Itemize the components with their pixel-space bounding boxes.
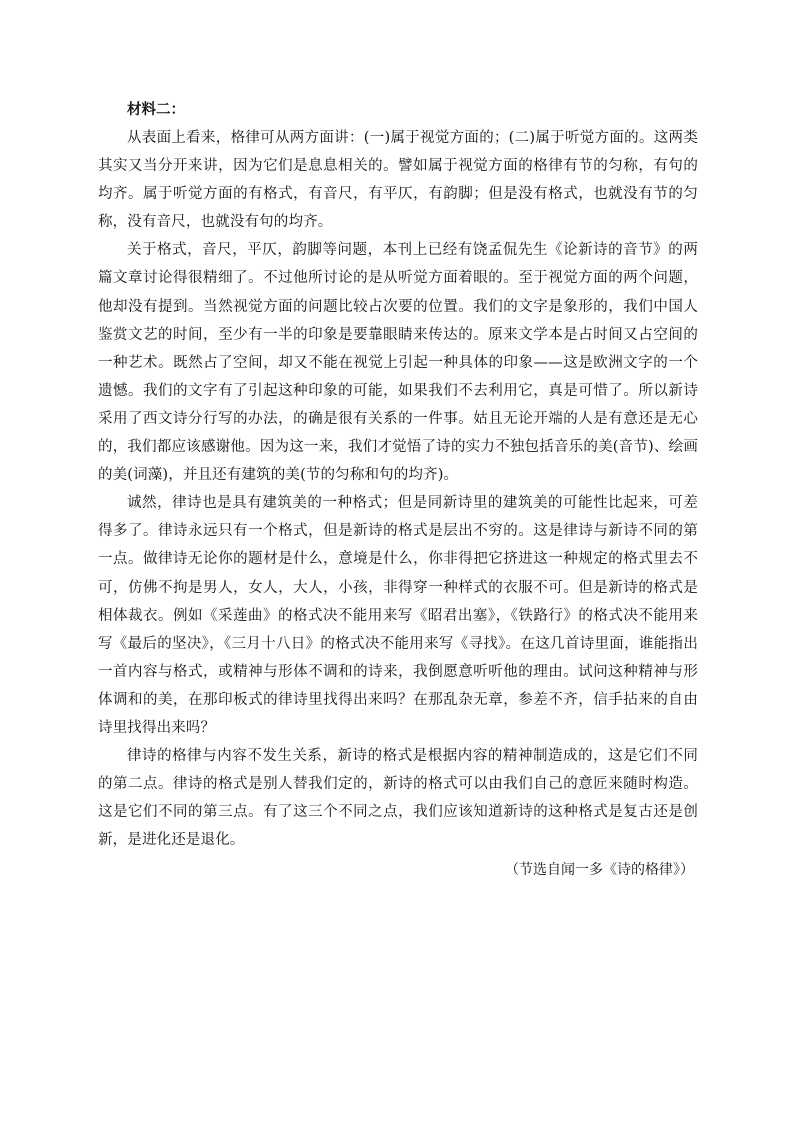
document-page xyxy=(98,96,698,884)
paragraph-4: 律诗的格律与内容不发生关系，新诗的格式是根据内容的精神制造成的，这是它们不同的第二点。律诗的格式是别人替我们定的，新诗的格式可以由我们自己的意匠来随时构造。这是它们不同的第三点。有了这三个不同之点，我们应该知道新诗的这种格式是复古还是创新，是进化还是退化。 xyxy=(98,748,698,849)
paragraph-2: 关于格式，音尺，平仄，韵脚等问题，本刊上已经有饶孟侃先生《论新诗的音节》的两篇文章讨论得很精细了。不过他所讨论的是从听觉方面着眼的。至于视觉方面的两个问题，他却没有提到。当然视觉方面的问题比较占次要的位置。我们的文字是象形的，我们中国人鉴赏文艺的时间，至少有一半的印象是要靠眼睛来传达的。原来文学本是占时间又占空间的一种艺术。既然占了空间，却又不能在视觉上引起一种具体的印象——这是欧洲文字的一个遗憾。我们的文字有了引起这种印象的可能，如果我们不去利用它，真是可惜了。所以新诗采用了西文诗分行写的办法，的确是很有关系的一件事。姑且无论开端的人是有意还是无心的，我们都应该感谢他。因为这一来，我们才觉悟了诗的实力不独包括音乐的美(音节)、绘画的美(词藻)，并且还有建筑的美(节的匀称和句的均齐)。 xyxy=(98,242,698,484)
section-heading: 材料二： xyxy=(127,102,185,118)
paragraph-1: 从表面上看来，格律可从两方面讲：(一)属于视觉方面的；(二)属于听觉方面的。这两类其实又当分开来讲，因为它们是息息相关的。譬如属于视觉方面的格律有节的匀称，有句的均齐。属于听觉方面的有格式，有音尺，有平仄，有韵脚；但是没有格式，也就没有节的匀称，没有音尺，也就没有句的均齐。 xyxy=(98,130,698,231)
source-citation: （节选自闻一多《诗的格律》） xyxy=(505,862,694,879)
paragraph-3: 诚然，律诗也是具有建筑美的一种格式；但是同新诗里的建筑美的可能性比起来，可差得多了。律诗永远只有一个格式，但是新诗的格式是层出不穷的。这是律诗与新诗不同的第一点。做律诗无论你的题材是什么，意境是什么，你非得把它挤进这一种规定的格式里去不可，仿佛不拘是男人，女人，大人，小孩，非得穿一种样式的衣服不可。但是新诗的格式是相体裁衣。例如《采莲曲》的格式决不能用来写《昭君出塞》，《铁路行》的格式决不能用来写《最后的坚决》，《三月十八日》的格式决不能用来写《寻找》。在这几首诗里面，谁能指出一首内容与格式，或精神与形体不调和的诗来，我倒愿意听听他的理由。试问这种精神与形体调和的美，在那印板式的律诗里找得出来吗？在那乱杂无章，参差不齐，信手拈来的自由诗里找得出来吗？ xyxy=(98,495,698,736)
